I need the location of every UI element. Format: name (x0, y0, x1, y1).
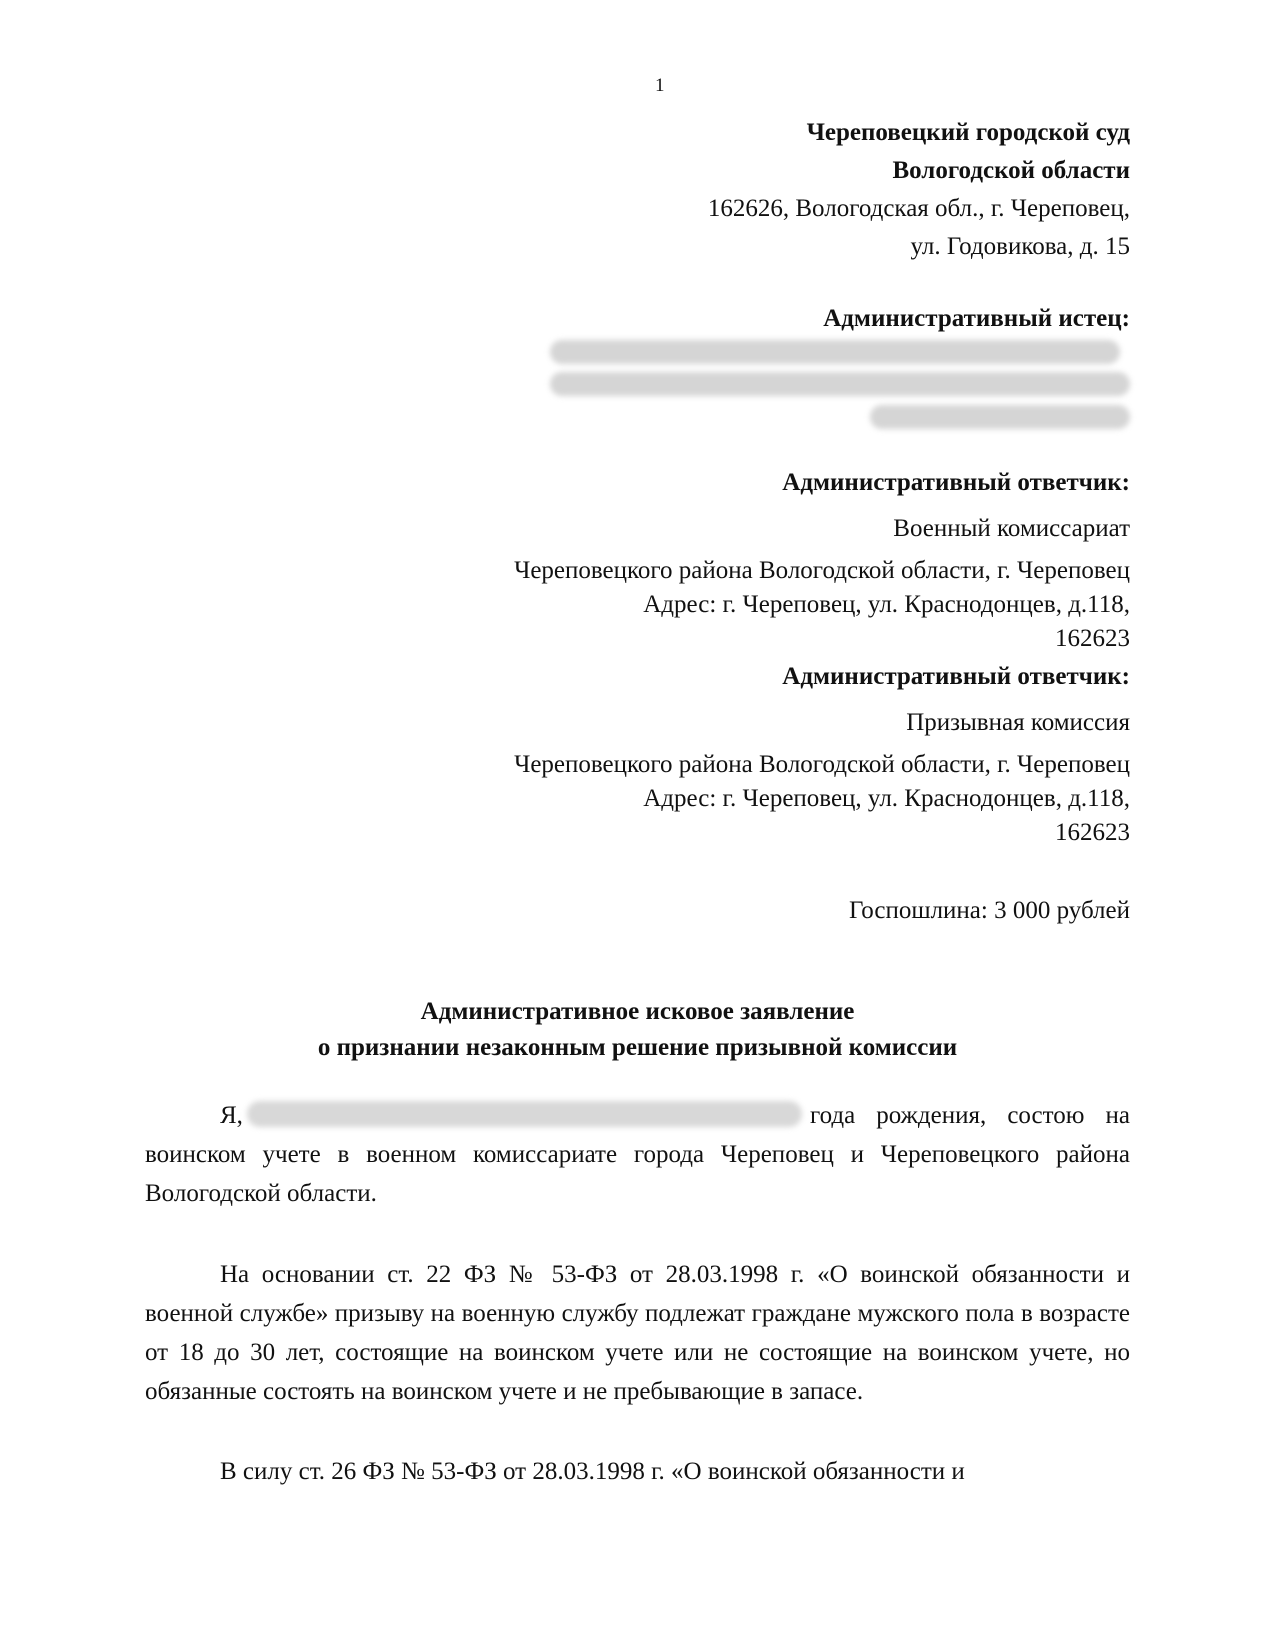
redacted-plaintiff-line1 (550, 340, 1120, 364)
redacted-name (247, 1101, 802, 1127)
defendant2-postcode: 162623 (1055, 819, 1130, 846)
defendant2-name: Призывная комиссия (906, 709, 1130, 736)
paragraph-2: На основании ст. 22 ФЗ № 53-ФЗ от 28.03.1998 г. «О воинской обязанности и военной службе» призыву на военную службу подлежат граждане мужского пола в возрасте от 18 до 30 лет, состоящие на воинском учете или не состоящие на воинском учете, но обязанные состоять на воинском учете и не пребывающие в запасе. (145, 1261, 1130, 1405)
court-block (708, 114, 1130, 266)
paragraph-1-start: Я, (220, 1102, 243, 1129)
title-line1: Административное исковое заявление (420, 998, 855, 1025)
court-address-line1: 162626, Вологодская обл., г. Череповец, (707, 195, 1130, 222)
court-name-line2: Вологодской области (892, 157, 1130, 184)
title-line2: о признании незаконным решение призывной комиссии (317, 1034, 958, 1061)
defendant1-heading: Административный ответчик: (782, 469, 1130, 496)
court-name-line1: Череповецкий городской суд (806, 119, 1130, 146)
defendant1-district: Череповецкого района Вологодской области, г. Череповец (514, 557, 1130, 584)
defendant2-heading: Административный ответчик: (782, 663, 1130, 690)
redacted-plaintiff-line2 (550, 372, 1130, 396)
fee-block (849, 892, 1130, 930)
redacted-plaintiff-line3 (870, 405, 1130, 429)
defendant1-name: Военный комиссариат (893, 515, 1130, 542)
defendant1-block (514, 464, 1130, 656)
defendant2-district: Череповецкого района Вологодской области, г. Череповец (514, 751, 1130, 778)
paragraph-3: В силу ст. 26 ФЗ № 53-ФЗ от 28.03.1998 г. «О воинской обязанности и (220, 1458, 965, 1485)
paragraph-1 (145, 1096, 1130, 1213)
state-fee: Госпошлина: 3 000 рублей (848, 897, 1130, 924)
plaintiff-block (823, 300, 1130, 338)
page-number: 1 (655, 75, 665, 96)
document-title (145, 994, 1130, 1066)
paragraph-1-text: года рождения, состою на воинском учете в военном комиссариате города Череповец и Череповецкого района Вологодской области. (145, 1102, 1130, 1207)
defendant1-address: Адрес: г. Череповец, ул. Краснодонцев, д.118, (643, 591, 1130, 618)
plaintiff-heading: Административный истец: (823, 305, 1130, 332)
defendant2-block (514, 658, 1130, 850)
defendant1-postcode: 162623 (1055, 625, 1130, 652)
defendant2-address: Адрес: г. Череповец, ул. Краснодонцев, д.118, (643, 785, 1130, 812)
court-address-line2: ул. Годовикова, д. 15 (910, 233, 1130, 260)
